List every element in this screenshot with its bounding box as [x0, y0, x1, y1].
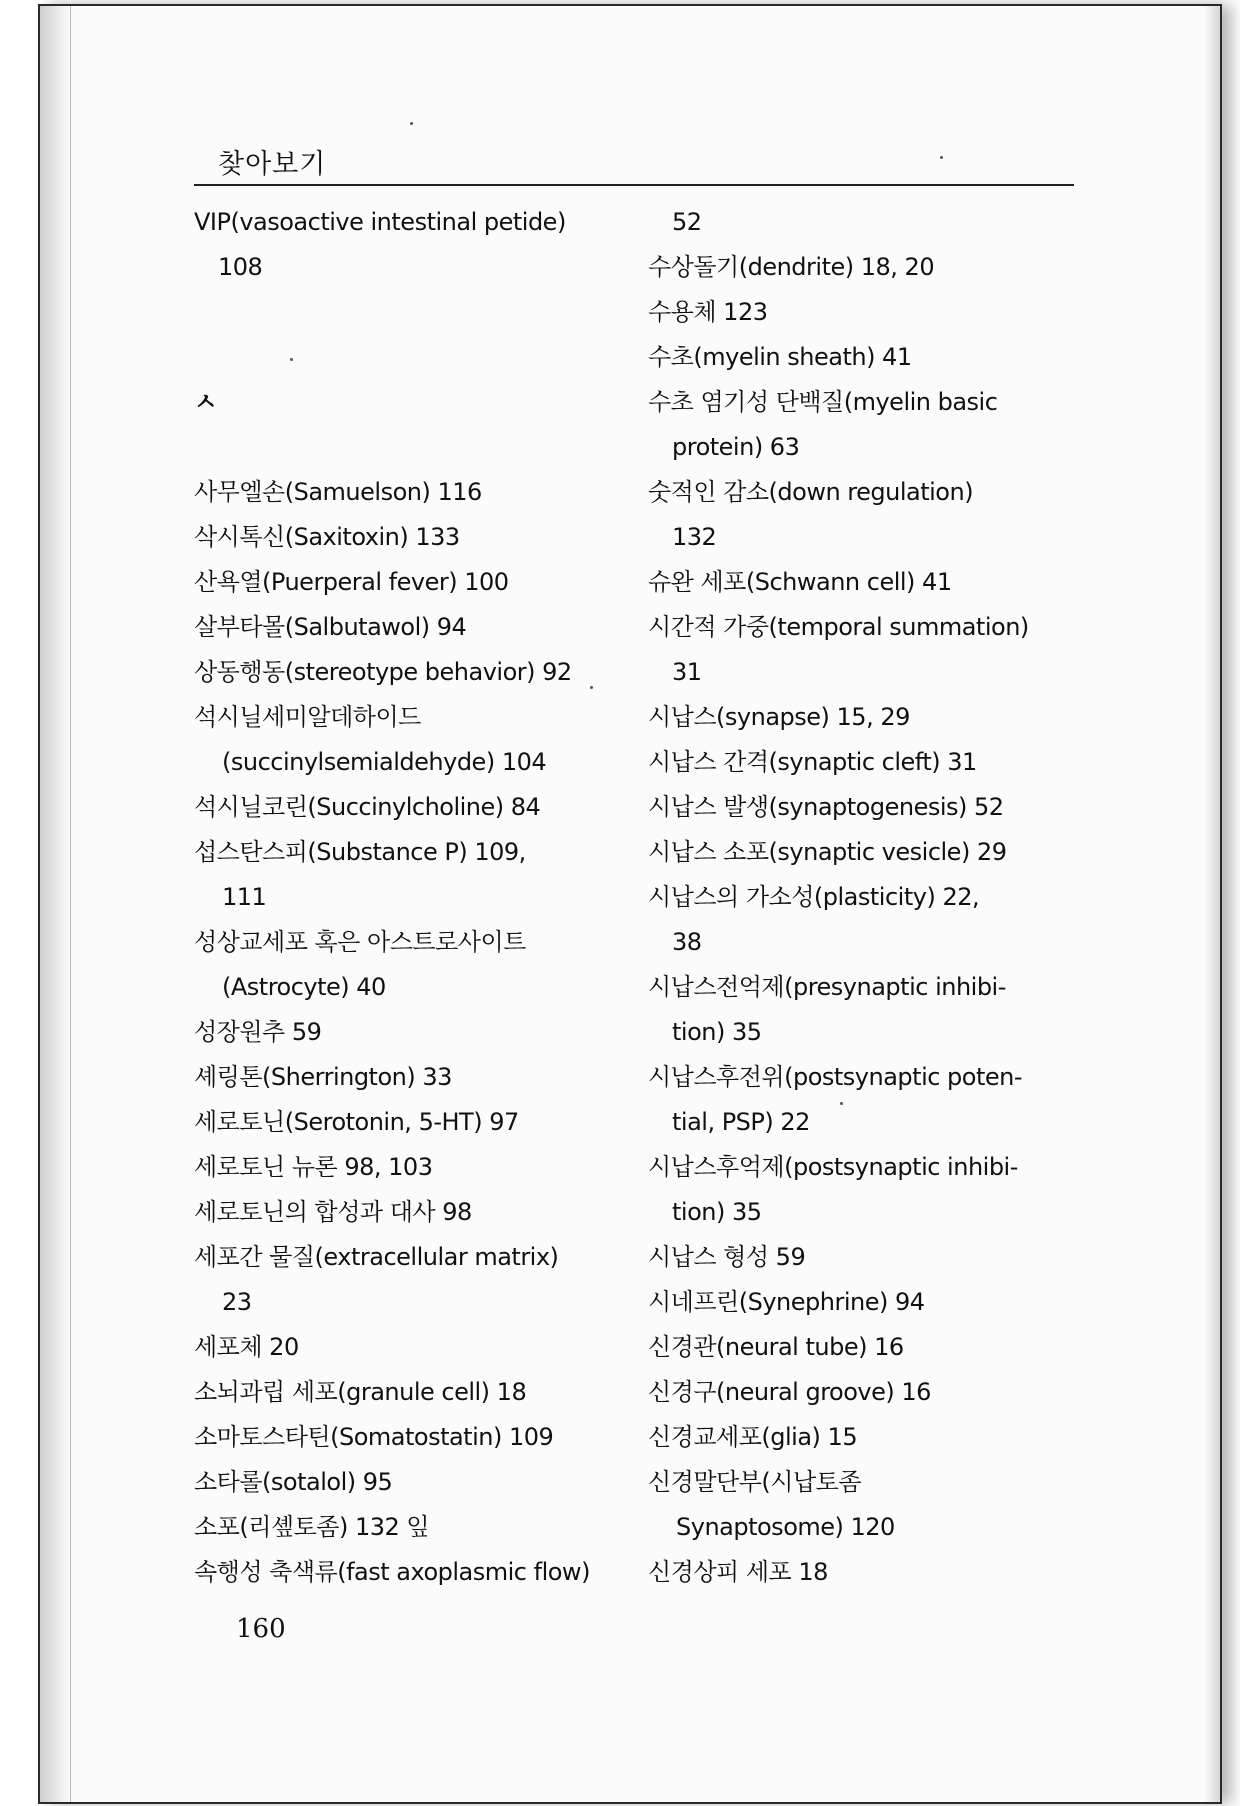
index-entry-line: 시납스 간격(synaptic cleft) 31: [648, 748, 977, 776]
index-entry-line: 108: [218, 253, 263, 281]
index-entry-line: (succinylsemialdehyde) 104: [222, 748, 547, 776]
index-entry-line: tion) 35: [672, 1198, 762, 1226]
index-entry-line: 세포간 물질(extracellular matrix): [194, 1243, 559, 1271]
index-entry-line: 세로토닌 뉴론 98, 103: [194, 1153, 433, 1181]
index-entry-line: 신경상피 세포 18: [648, 1558, 828, 1586]
index-entry-line: 슈완 세포(Schwann cell) 41: [648, 568, 952, 596]
index-entry-line: (Astrocyte) 40: [222, 973, 386, 1001]
running-head: 찾아보기: [218, 149, 327, 180]
index-entry-line: 52: [672, 208, 702, 236]
index-entry-line: 신경구(neural groove) 16: [648, 1378, 931, 1406]
index-entry-line: 세포체 20: [194, 1333, 299, 1361]
scan-speck: [410, 122, 413, 125]
header-rule: [194, 184, 1074, 186]
index-entry-line: 132: [672, 523, 717, 551]
page-number: 160: [236, 1614, 286, 1644]
index-entry-line: protein) 63: [672, 433, 800, 461]
index-entry-line: 시네프린(Synephrine) 94: [648, 1288, 925, 1316]
index-column-left: [194, 200, 604, 1595]
scan-speck: [590, 686, 593, 689]
scan-speck: [940, 156, 943, 159]
index-entry-line: 소뇌과립 세포(granule cell) 18: [194, 1378, 527, 1406]
index-entry-line: 석시닐세미알데하이드: [194, 703, 421, 731]
index-entry-line: 111: [222, 883, 267, 911]
index-entry-line: 소마토스타틴(Somatostatin) 109: [194, 1423, 554, 1451]
index-entry-line: 신경말단부(시납토좀: [648, 1468, 862, 1496]
index-entry-line: 세로토닌의 합성과 대사 98: [194, 1198, 472, 1226]
index-entry-line: 시납스 발생(synaptogenesis) 52: [648, 793, 1004, 821]
index-entry-line: 신경관(neural tube) 16: [648, 1333, 904, 1361]
index-entry-line: 38: [672, 928, 702, 956]
index-entry-line: 성상교세포 혹은 아스트로사이트: [194, 928, 526, 956]
index-entry-line: 삭시톡신(Saxitoxin) 133: [194, 523, 460, 551]
index-column-right: [648, 200, 1108, 1595]
index-entry-line: 시납스후억제(postsynaptic inhibi-: [648, 1153, 1018, 1181]
index-entry-line: 시간적 가중(temporal summation): [648, 613, 1029, 641]
scan-speck: [290, 358, 293, 361]
index-entry-line: 수초 염기성 단백질(myelin basic: [648, 388, 998, 416]
index-entry-line: 시납스 형성 59: [648, 1243, 806, 1271]
index-entry-line: 사무엘손(Samuelson) 116: [194, 478, 482, 506]
index-entry-line: 소포(리솊토좀) 132 잎: [194, 1513, 430, 1541]
index-entry-line: 시납스 소포(synaptic vesicle) 29: [648, 838, 1007, 866]
index-entry-line: 31: [672, 658, 702, 686]
index-entry-line: Synaptosome) 120: [676, 1513, 895, 1541]
index-entry-line: 시납스전억제(presynaptic inhibi-: [648, 973, 1006, 1001]
index-entry-line: 수상돌기(dendrite) 18, 20: [648, 253, 935, 281]
index-entry-line: 산욕열(Puerperal fever) 100: [194, 568, 509, 596]
index-entry-line: tial, PSP) 22: [672, 1108, 810, 1136]
index-entry-line: 23: [222, 1288, 252, 1316]
index-entry-line: 소타롤(sotalol) 95: [194, 1468, 393, 1496]
index-entry-line: 살부타몰(Salbutawol) 94: [194, 613, 467, 641]
blank-line: [194, 290, 604, 335]
index-entry-line: 시납스의 가소성(plasticity) 22,: [648, 883, 980, 911]
index-entry-line: 수용체 123: [648, 298, 768, 326]
index-entry-line: tion) 35: [672, 1018, 762, 1046]
index-entry-line: 세로토닌(Serotonin, 5-HT) 97: [194, 1108, 519, 1136]
index-entry-line: 상동행동(stereotype behavior) 92: [194, 658, 572, 686]
index-entry-line: 성장원추 59: [194, 1018, 322, 1046]
blank-line: [194, 425, 604, 470]
index-entry-line: 셰링톤(Sherrington) 33: [194, 1063, 452, 1091]
page-spine-shadow: [40, 6, 71, 1802]
index-entry-line: VIP(vasoactive intestinal petide): [194, 208, 566, 236]
book-page: [38, 4, 1222, 1804]
index-entry-line: 석시닐코린(Succinylcholine) 84: [194, 793, 541, 821]
index-entry-line: 수초(myelin sheath) 41: [648, 343, 912, 371]
index-section-letter: ㅅ: [194, 388, 217, 416]
index-entry-line: 섭스탄스피(Substance P) 109,: [194, 838, 526, 866]
index-entry-line: 시납스(synapse) 15, 29: [648, 703, 910, 731]
scan-speck: [840, 1102, 843, 1105]
index-entry-line: 속행성 축색류(fast axoplasmic flow): [194, 1558, 590, 1586]
index-entry-line: 신경교세포(glia) 15: [648, 1423, 858, 1451]
index-entry-line: 시납스후전위(postsynaptic poten-: [648, 1063, 1023, 1091]
index-entry-line: 숫적인 감소(down regulation): [648, 478, 974, 506]
page-edge-shadow: [1204, 6, 1220, 1802]
blank-line: [194, 335, 604, 380]
